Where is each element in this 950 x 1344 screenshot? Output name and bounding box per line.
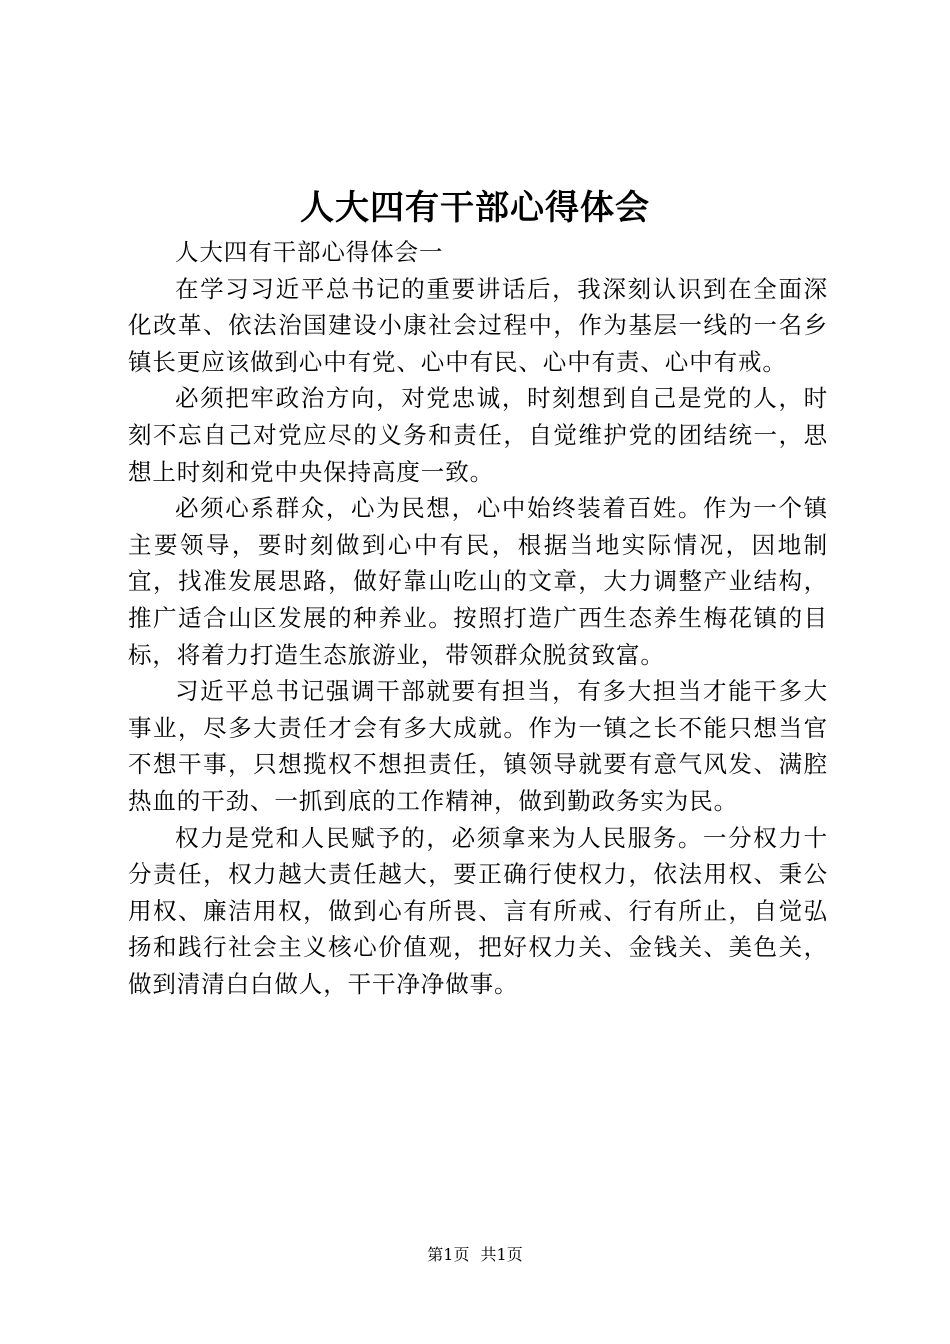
document-title: 人大四有干部心得体会	[300, 188, 650, 228]
page-footer	[0, 1244, 950, 1266]
paragraph: 必须心系群众，心为民想，心中始终装着百姓。作为一个镇主要领导，要时刻做到心中有民，根据当地实际情况，因地制宜，找准发展思路，做好靠山吃山的文章，大力调整产业结构，推广适合山区发展的种养业。按照打造广西生态养生梅花镇的目标，将着力打造生态旅游业，带领群众脱贫致富。	[128, 494, 828, 669]
page-number-total: 共1页	[480, 1245, 523, 1264]
paragraph: 习近平总书记强调干部就要有担当，有多大担当才能干多大事业，尽多大责任才会有多大成就。作为一镇之长不能只想当官不想干事，只想揽权不想担责任，镇领导就要有意气风发、满腔热血的干劲、一抓到底的工作精神，做到勤政务实为民。	[128, 677, 828, 815]
paragraph: 在学习习近平总书记的重要讲话后，我深刻认识到在全面深化改革、依法治国建设小康社会过程中，作为基层一线的一名乡镇长更应该做到心中有党、心中有民、心中有责、心中有戒。	[128, 274, 828, 376]
paragraph: 权力是党和人民赋予的，必须拿来为人民服务。一分权力十分责任，权力越大责任越大，要正确行使权力，依法用权、秉公用权、廉洁用权，做到心有所畏、言有所戒、行有所止，自觉弘扬和践行社会主义核心价值观，把好权力关、金钱关、美色关，做到清清白白做人，干干净净做事。	[128, 823, 828, 998]
paragraph: 必须把牢政治方向，对党忠诚，时刻想到自己是党的人，时刻不忘自己对党应尽的义务和责任，自觉维护党的团结统一，思想上时刻和党中央保持高度一致。	[128, 384, 828, 486]
page-number-current: 第1页	[427, 1245, 470, 1264]
paragraph-subtitle: 人大四有干部心得体会一	[175, 238, 444, 266]
document-body	[128, 234, 828, 1002]
